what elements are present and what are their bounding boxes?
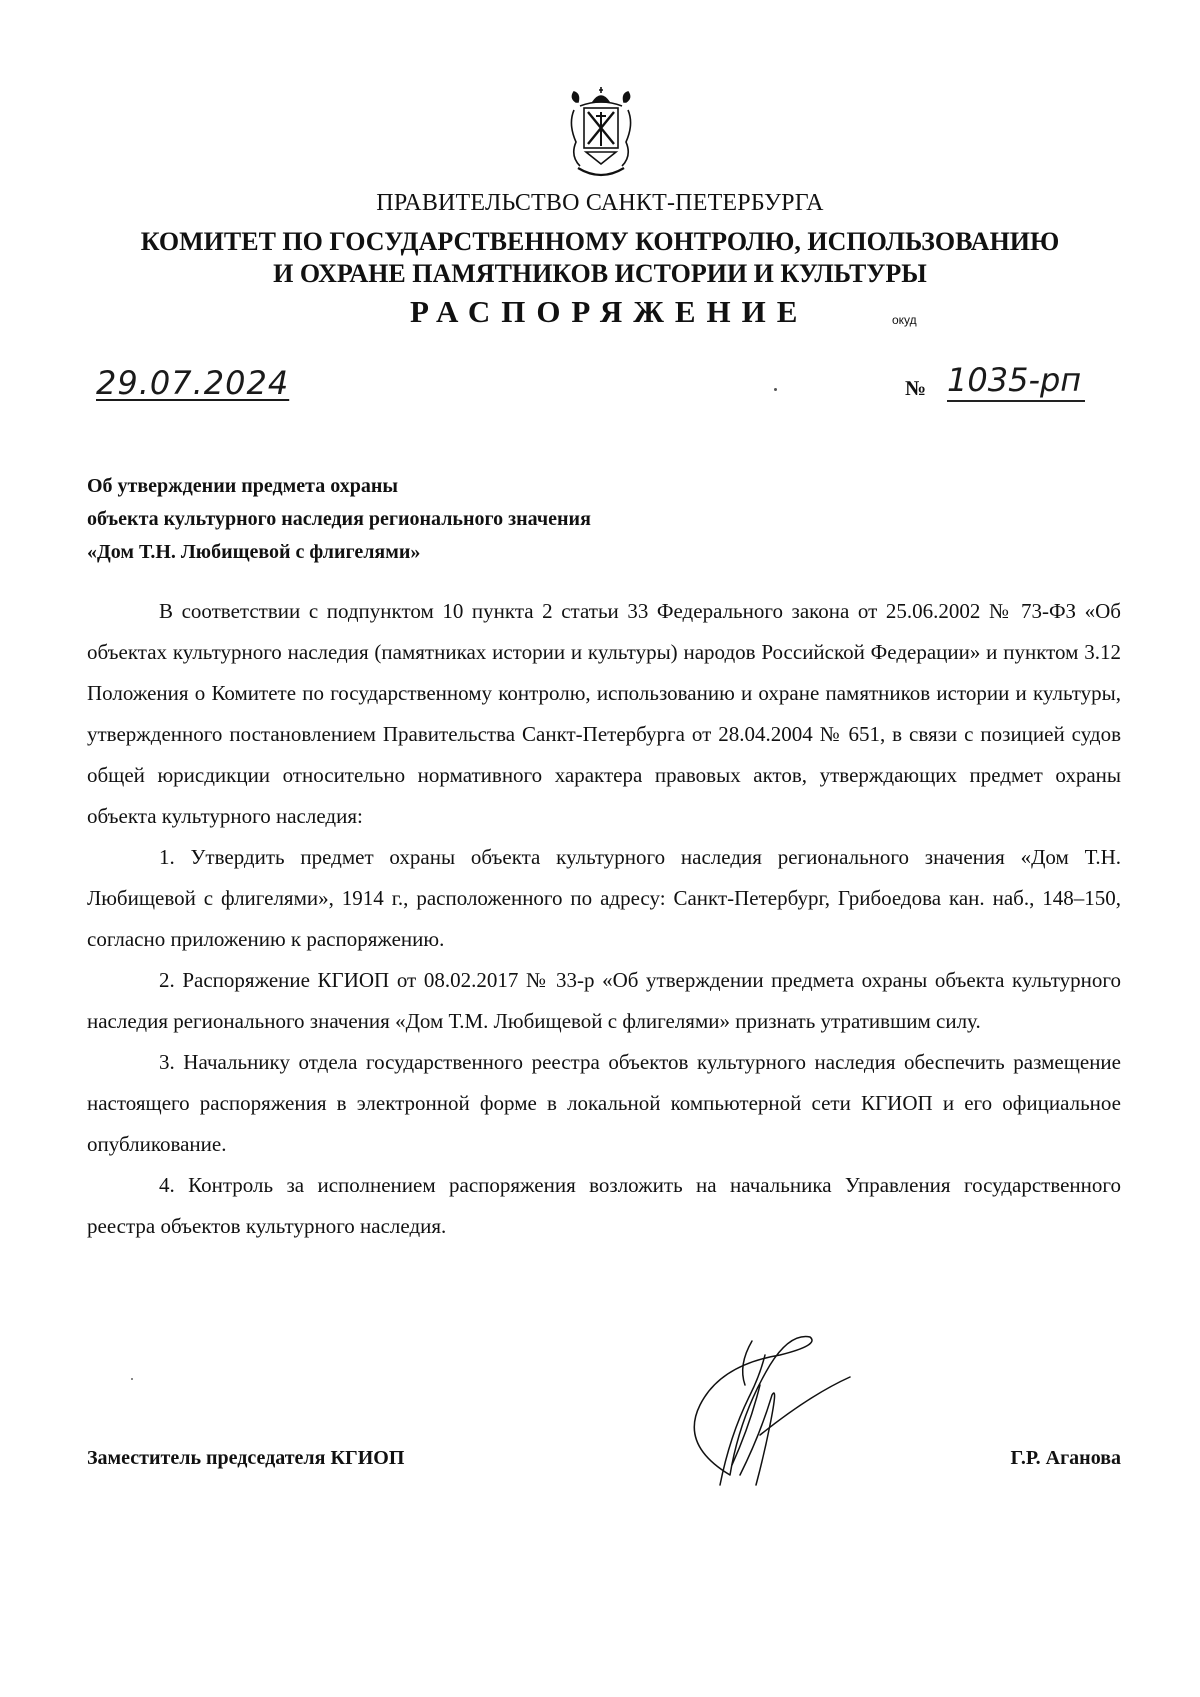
committee-name-line-2: И ОХРАНЕ ПАМЯТНИКОВ ИСТОРИИ И КУЛЬТУРЫ [273,259,927,288]
scan-speck [131,1378,133,1380]
subject-line-3: «Дом Т.Н. Любищевой с флигелями» [87,541,421,563]
subject-line-1: Об утверждении предмета охраны [87,475,398,497]
document-number: 1035-рп [947,360,1085,402]
document-subject [87,470,591,569]
coat-of-arms-icon [566,86,636,182]
government-name: ПРАВИТЕЛЬСТВО САНКТ-ПЕТЕРБУРГА [376,190,824,216]
preamble-paragraph: В соответствии с подпунктом 10 пункта 2 статьи 33 Федерального закона от 25.06.2002 № 73-ФЗ «Об объектах культурного наследия (памятниках истории и культуры) народов Российской Федерации» и пунктом 3.12 Положения о Комитете по государственному контролю, использованию и охране памятников истории и культуры, утвержденного постановлением Правительства Санкт-Петербурга от 28.04.2004 № 651, в связи с позицией судов общей юрисдикции относительно нормативного характера правовых актов, утверждающих предмет охраны объекта культурного наследия: [87,599,1121,828]
document-date: 29.07.2024 [96,364,290,402]
order-item-4: 4. Контроль за исполнением распоряжения возложить на начальника Управления государственного реестра объектов культурного наследия. [87,1173,1121,1238]
subject-line-2: объекта культурного наследия регионального значения [87,508,591,530]
order-item-3: 3. Начальнику отдела государственного реестра объектов культурного наследия обеспечить размещение настоящего распоряжения в электронной форме в локальной компьютерной сети КГИОП и его официальное опубликование. [87,1050,1121,1156]
order-item-2: 2. Распоряжение КГИОП от 08.02.2017 № 33-р «Об утверждении предмета охраны объекта культурного наследия регионального значения «Дом Т.М. Любищевой с флигелями» признать утратившим силу. [87,968,1121,1033]
signer-name: Г.Р. Аганова [1010,1447,1121,1469]
order-item-1: 1. Утвердить предмет охраны объекта культурного наследия регионального значения «Дом Т.Н. Любищевой с флигелями», 1914 г., расположенного по адресу: Санкт-Петербург, Грибоедова кан. наб., 148–150, согласно приложению к распоряжению. [87,845,1121,951]
committee-name-line-1: КОМИТЕТ ПО ГОСУДАРСТВЕННОМУ КОНТРОЛЮ, ИСПОЛЬЗОВАНИЮ [140,227,1060,256]
signer-title: Заместитель председателя КГИОП [87,1447,405,1469]
committee-name [0,226,1200,290]
okud-label: окуд [892,313,917,327]
stray-dot [774,388,777,391]
handwritten-signature [660,1325,870,1505]
document-body [87,591,1121,1247]
number-sign: № [905,376,927,400]
document-type: РАСПОРЯЖЕНИЕ [410,294,809,329]
